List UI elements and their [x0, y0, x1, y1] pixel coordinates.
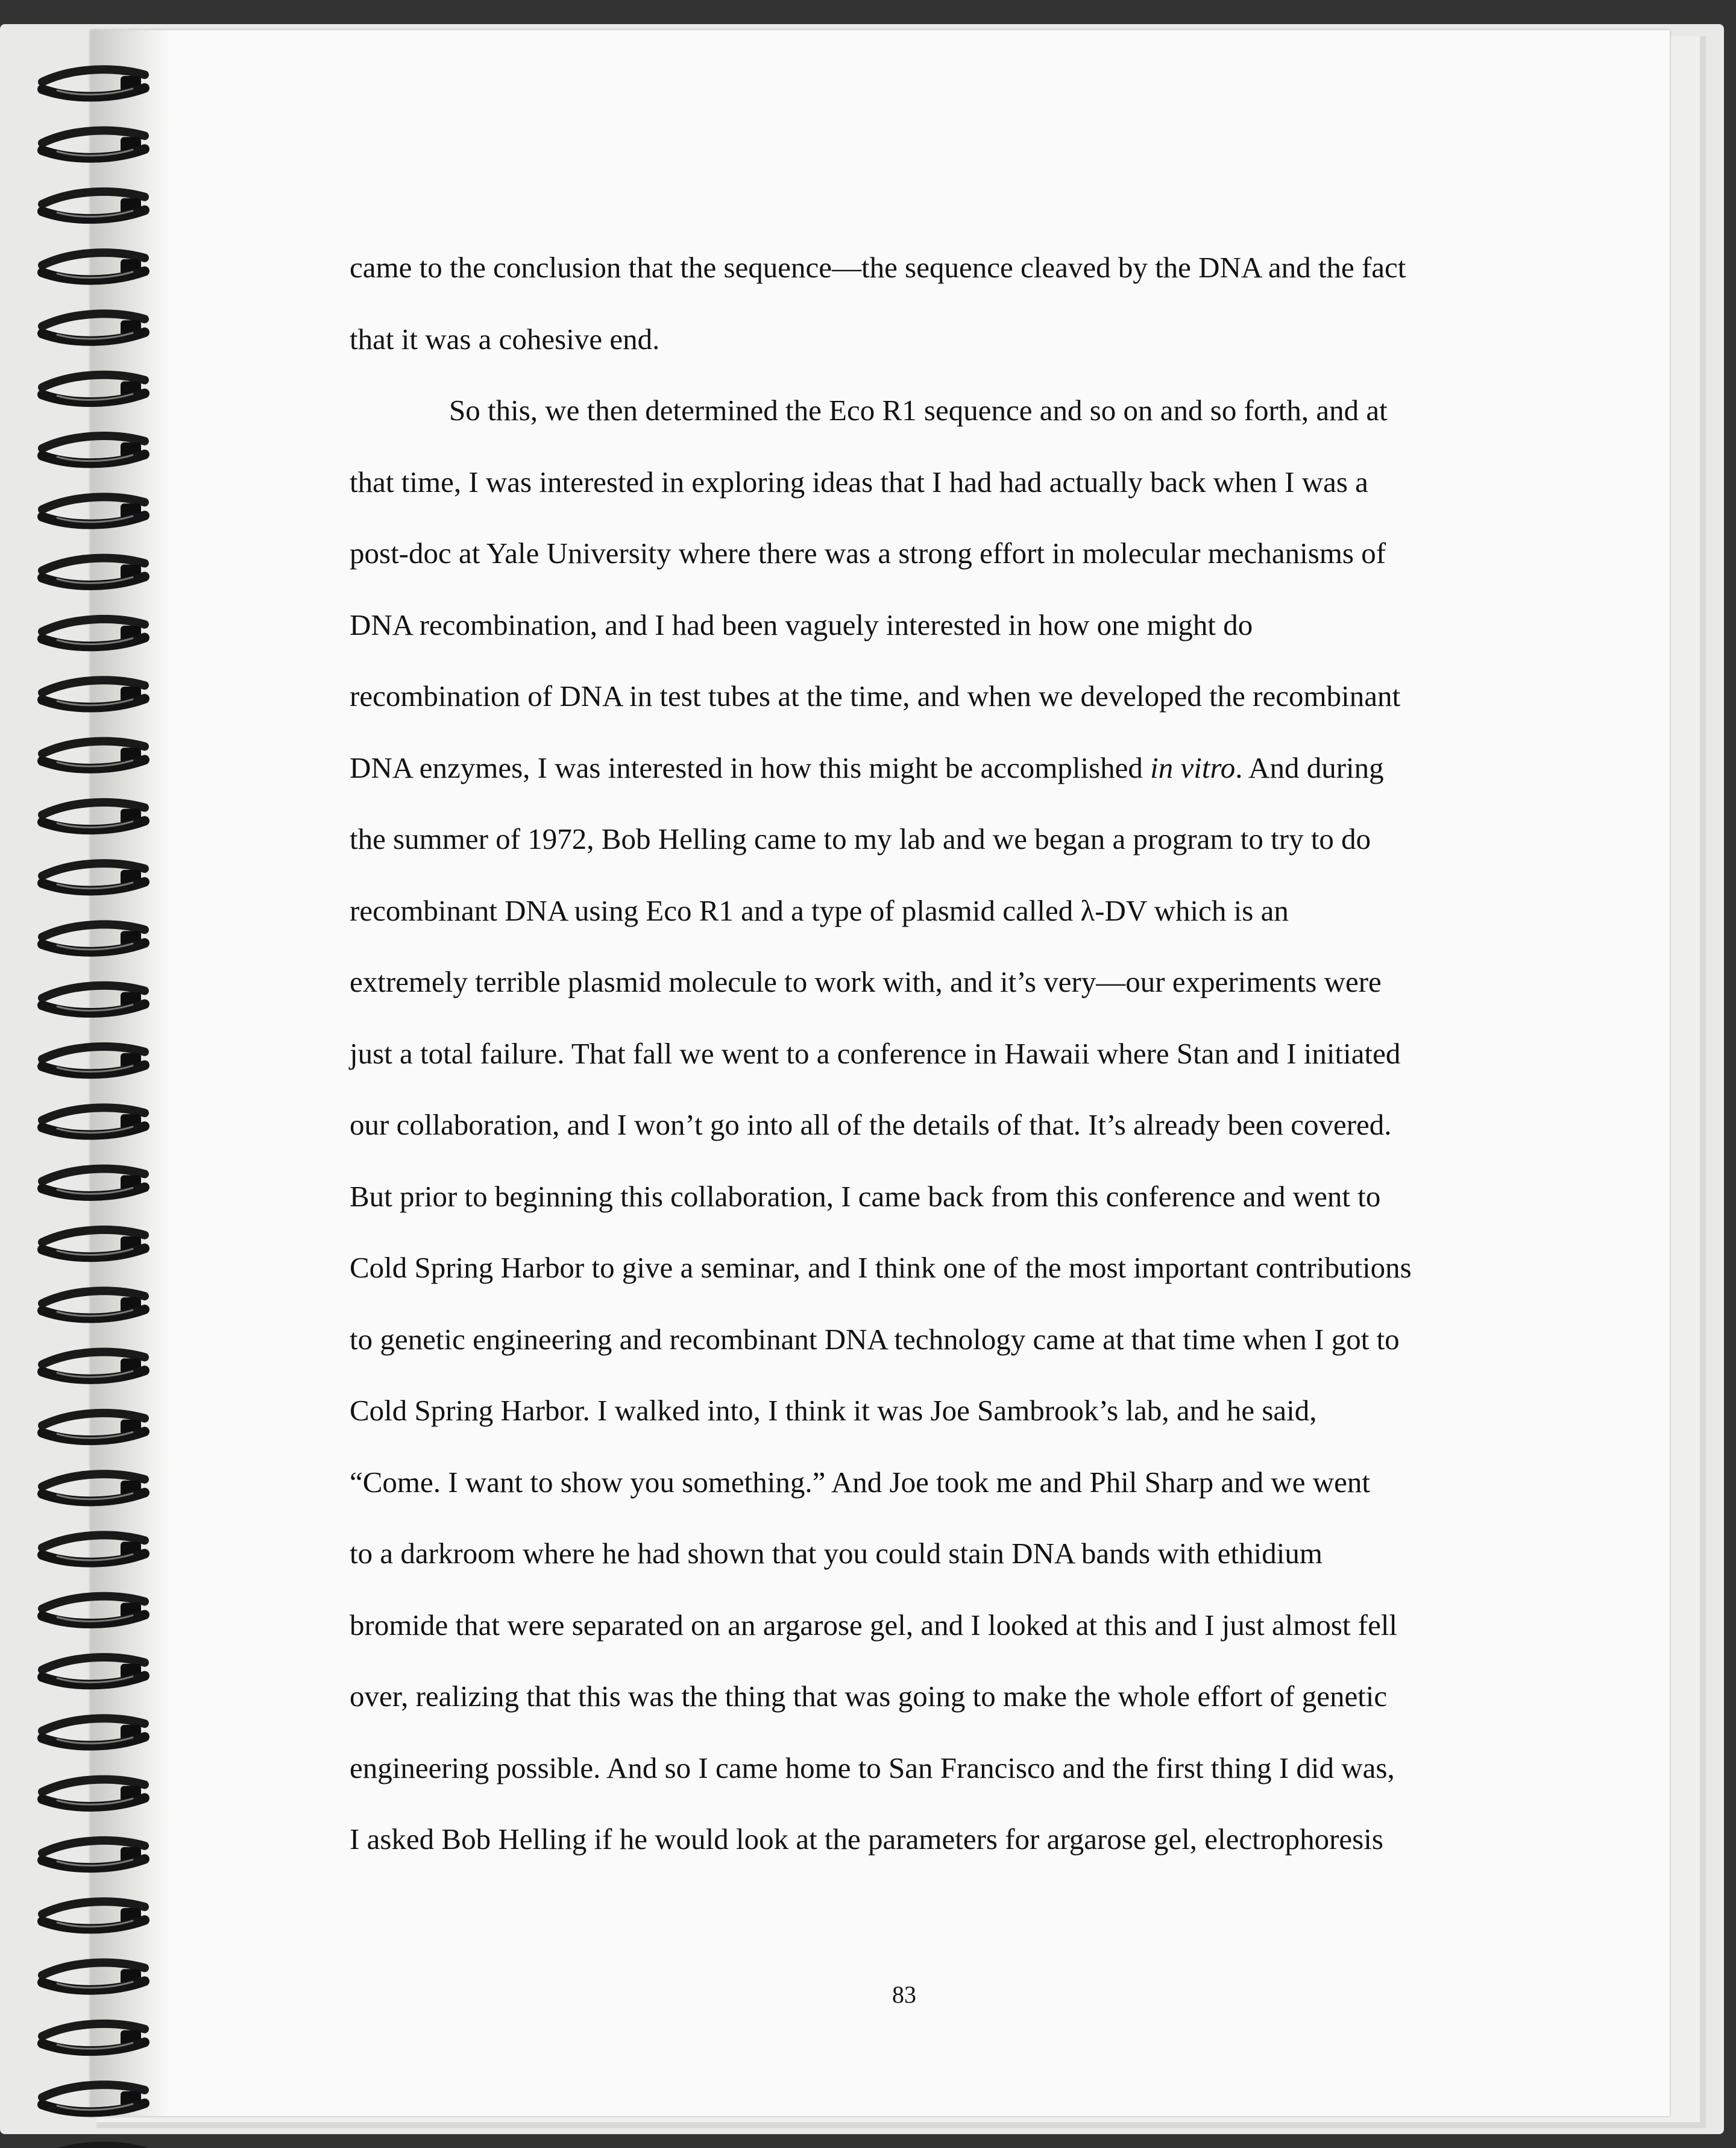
text-line: bromide that were separated on an argarose gel, and I looked at this and I just almost fell — [350, 1608, 1398, 1642]
spiral-coil — [42, 1841, 145, 1868]
text-line: But prior to beginning this collaboration, I came back from this conference and went to — [350, 1179, 1381, 1213]
spiral-coil — [42, 619, 145, 646]
spiral-coil — [42, 313, 145, 341]
spiral-coil — [42, 924, 145, 951]
spiral-coil — [42, 1474, 145, 1501]
spiral-coil — [42, 680, 145, 707]
text-line: the summer of 1972, Bob Helling came to my lab and we began a program to try to do — [350, 822, 1371, 855]
spiral-coil — [42, 802, 145, 830]
text-line: that it was a cohesive end. — [350, 322, 660, 356]
spiral-coil — [42, 1107, 145, 1135]
text-line: “Come. I want to show you something.” And Joe took me and Phil Sharp and we went — [350, 1465, 1370, 1499]
text-line: just a total failure. That fall we went to a conference in Hawaii where Stan and I initiated — [350, 1036, 1401, 1070]
spiral-coil — [42, 2024, 145, 2051]
text-line: that time, I was interested in exploring ideas that I had had actually back when I was a — [350, 465, 1368, 499]
text-line: extremely terrible plasmid molecule to work with, and it’s very—our experiments were — [350, 965, 1382, 998]
spiral-coil — [42, 192, 145, 219]
text-line: recombination of DNA in test tubes at the time, and when we developed the recombinant — [350, 679, 1401, 713]
spiral-coil — [42, 131, 145, 158]
spiral-coil — [42, 1718, 145, 1745]
spiral-coil — [42, 2085, 145, 2112]
text-line: Cold Spring Harbor to give a seminar, and I think one of the most important contributions — [350, 1251, 1412, 1284]
text-line: to a darkroom where he had shown that you could stain DNA bands with ethidium — [350, 1537, 1322, 1570]
text-line: came to the conclusion that the sequence—the sequence cleaved by the DNA and the fact — [350, 251, 1406, 284]
spiral-coil — [42, 375, 145, 402]
spiral-coil — [42, 497, 145, 524]
spiral-coil — [42, 1901, 145, 1929]
spiral-coil — [42, 1780, 145, 1807]
spiral-coil — [42, 1413, 145, 1440]
spiral-coil — [42, 2146, 145, 2148]
spiral-coil — [42, 1352, 145, 1379]
text-line: DNA enzymes, I was interested in how this might be accomplished in vitro. And during — [350, 751, 1384, 784]
spiral-coil — [42, 742, 145, 769]
spiral-coil — [42, 1657, 145, 1684]
spiral-coil — [42, 558, 145, 585]
text-line: So this, we then determined the Eco R1 sequence and so on and so forth, and at — [449, 394, 1388, 427]
spiral-coil — [42, 1535, 145, 1562]
spiral-coil — [42, 1596, 145, 1624]
spiral-coil — [42, 1047, 145, 1074]
text-line: Cold Spring Harbor. I walked into, I think it was Joe Sambrook’s lab, and he said, — [350, 1394, 1317, 1427]
text-line: post-doc at Yale University where there was a strong effort in molecular mechanisms of — [350, 537, 1386, 570]
text-line: recombinant DNA using Eco R1 and a type of plasmid called λ-DV which is an — [350, 893, 1289, 927]
spiral-binding — [0, 0, 169, 2148]
text-line: our collaboration, and I won’t go into all of the details of that. It’s already been covered. — [350, 1108, 1392, 1141]
text-line: over, realizing that this was the thing that was going to make the whole effort of genetic — [350, 1680, 1388, 1713]
spiral-coil — [42, 1169, 145, 1196]
spiral-coil — [42, 863, 145, 890]
spiral-coil — [42, 986, 145, 1013]
text-line: I asked Bob Helling if he would look at the parameters for argarose gel, electrophoresis — [350, 1822, 1383, 1856]
text-line: engineering possible. And so I came home to San Francisco and the first thing I did was, — [350, 1751, 1395, 1784]
page-number: 83 — [892, 1981, 916, 2008]
text-line: to genetic engineering and recombinant DNA technology came at that time when I got to — [350, 1322, 1400, 1356]
italic-term: in vitro — [1150, 751, 1236, 784]
spiral-coil — [42, 1291, 145, 1318]
text-line: DNA recombination, and I had been vaguely interested in how one might do — [350, 608, 1253, 641]
body-text — [350, 232, 1483, 1876]
spiral-coil — [42, 1230, 145, 1257]
spiral-coil — [42, 69, 145, 96]
spiral-coil — [42, 253, 145, 280]
spiral-coil — [42, 436, 145, 463]
